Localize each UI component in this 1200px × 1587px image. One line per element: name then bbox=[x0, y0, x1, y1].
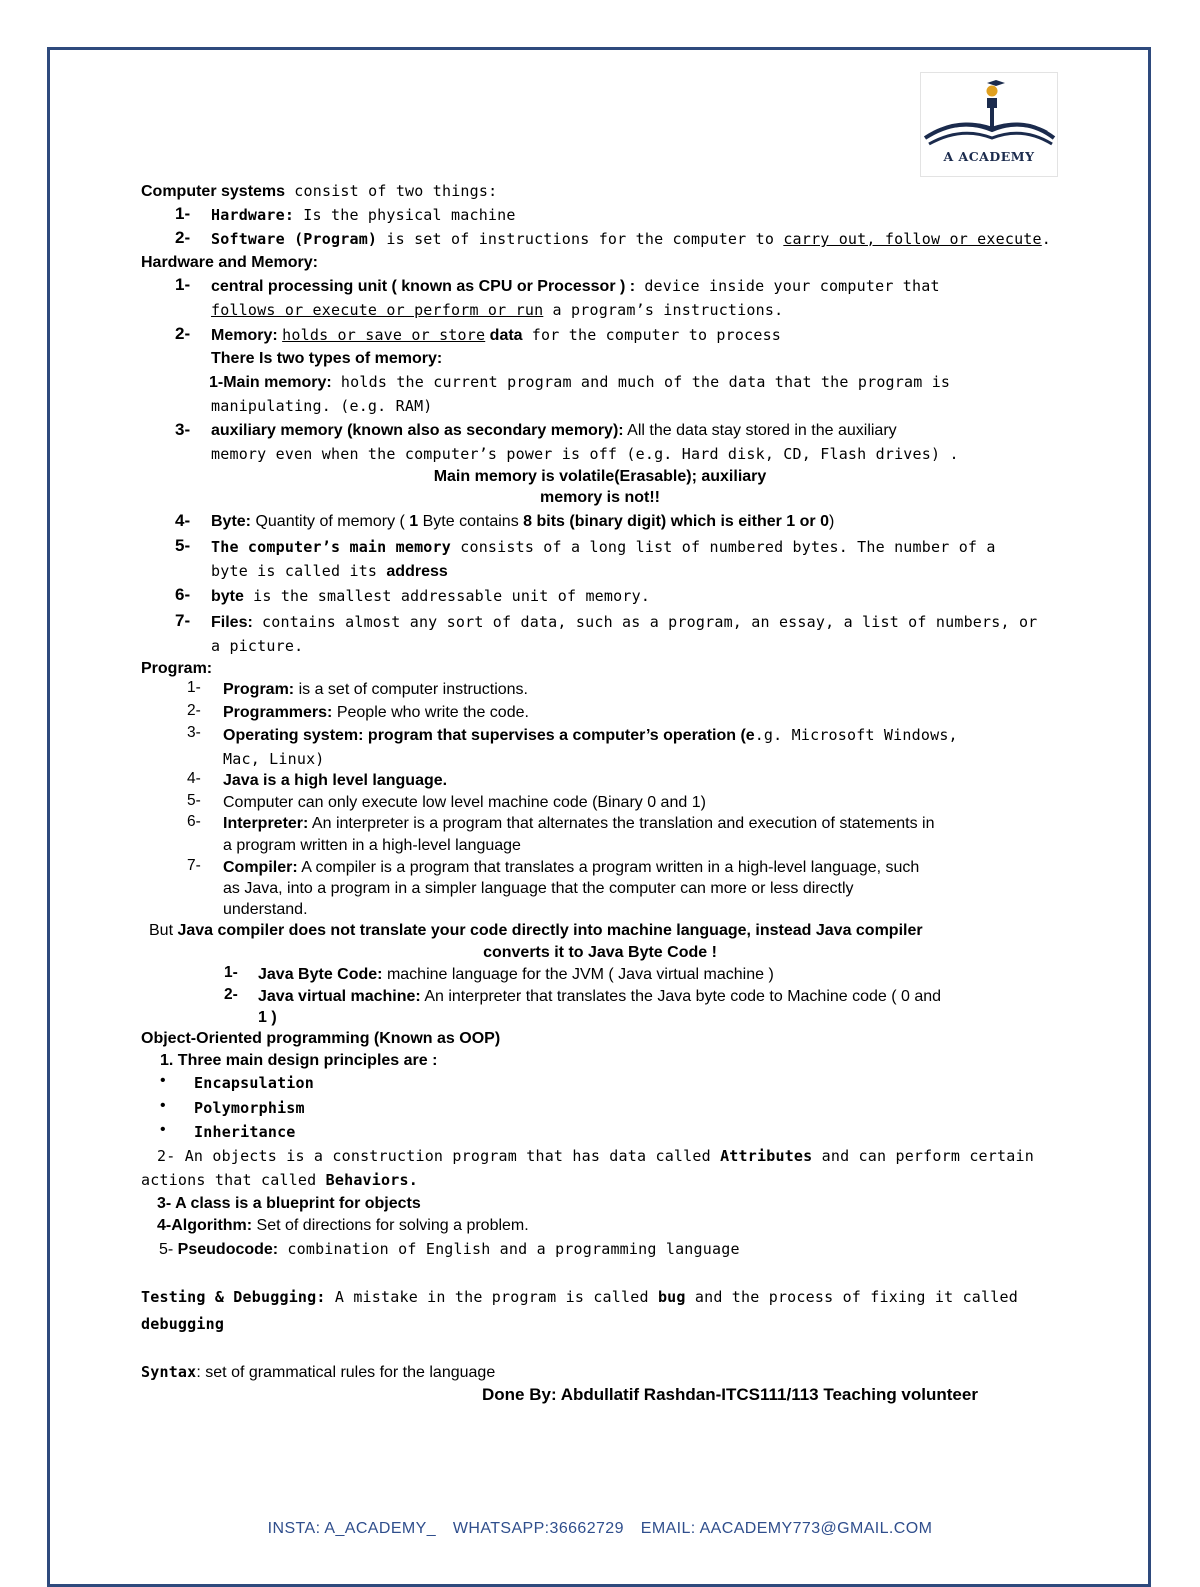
algorithm-text: Set of directions for solving a problem. bbox=[252, 1217, 529, 1234]
but-plain: But bbox=[149, 922, 178, 939]
program-item-label: Java is a high level language. bbox=[223, 772, 448, 789]
syntax-line bbox=[141, 1361, 495, 1384]
files-text: contains almost any sort of data, such as a program, an essay, a list of numbers, or bbox=[252, 613, 1038, 631]
syntax-label: Syntax bbox=[141, 1363, 197, 1381]
memory-num: 2- bbox=[175, 324, 191, 343]
testing-text: A mistake in the program is called bbox=[325, 1288, 658, 1306]
oop-pseudocode-line bbox=[159, 1238, 740, 1261]
main-bytes-line2-text: byte is called its bbox=[211, 562, 387, 580]
program-item-text: A compiler is a program that translates a program written in a high-level language, such bbox=[297, 859, 920, 876]
program-item-num: 2- bbox=[187, 702, 201, 719]
pseudo-text: combination of English and a programming language bbox=[278, 1240, 740, 1258]
cpu-text: device inside your computer that bbox=[635, 277, 940, 295]
pseudo-num: 5- bbox=[159, 1241, 178, 1258]
main-memory-text: holds the current program and much of the data that the program is bbox=[331, 373, 951, 391]
cpu-line2-rest: a program’s instructions. bbox=[543, 301, 784, 319]
main-memory-line bbox=[209, 371, 950, 394]
aux-text: All the data stay stored in the auxiliary bbox=[623, 422, 897, 439]
program-item-num: 7- bbox=[187, 857, 201, 874]
main-bytes-line bbox=[211, 536, 996, 559]
program-item-7 bbox=[223, 857, 919, 879]
byte-small-num: 6- bbox=[175, 585, 191, 604]
software-end: . bbox=[1041, 230, 1052, 248]
program-heading: Program: bbox=[141, 660, 213, 677]
memory-label: Memory: bbox=[211, 327, 278, 344]
program-item-label: Operating system: program that supervises a computer’s operation (e bbox=[223, 727, 755, 744]
cpu-line bbox=[211, 275, 940, 298]
aux-num: 3- bbox=[175, 420, 191, 439]
objects-line2-text: actions that called bbox=[141, 1171, 326, 1189]
aux-line2: memory even when the computer’s power is off (e.g. Hard disk, CD, Flash drives) . bbox=[211, 445, 959, 463]
program-item-4 bbox=[223, 770, 447, 792]
program-item-label: Program: bbox=[223, 681, 295, 698]
volatile-line1: Main memory is volatile(Erasable); auxiliary bbox=[433, 468, 767, 485]
oop-objects-line2 bbox=[141, 1169, 418, 1192]
bug-word: bug bbox=[657, 1288, 686, 1306]
program-item-text: is a set of computer instructions. bbox=[294, 681, 528, 698]
oop-class-line: 3- A class is a blueprint for objects bbox=[157, 1195, 421, 1212]
byte-text3: ) bbox=[828, 513, 835, 530]
aux-label: auxiliary memory (known also as secondary memory): bbox=[211, 422, 624, 439]
java-item-2 bbox=[258, 986, 941, 1008]
program-item-text: An interpreter is a program that alternates the translation and execution of statements in bbox=[308, 815, 935, 832]
oop-principles: 1. Three main design principles are : bbox=[160, 1052, 438, 1069]
program-item-label: Compiler: bbox=[223, 859, 298, 876]
program-item-num: 6- bbox=[187, 813, 201, 830]
oop-bullet-polymorphism: Polymorphism bbox=[194, 1099, 305, 1117]
program-item-1 bbox=[223, 679, 528, 701]
hardware-label: Hardware: bbox=[211, 206, 295, 224]
main-bytes-num: 5- bbox=[175, 536, 191, 555]
program-item-num: 1- bbox=[187, 679, 201, 696]
program-item-6 bbox=[223, 813, 935, 835]
footer-email[interactable]: EMAIL: AACADEMY773@GMAIL.COM bbox=[640, 1520, 933, 1537]
pseudo-label: Pseudocode: bbox=[177, 1241, 279, 1258]
java-item-text: An interpreter that translates the Java byte code to Machine code ( 0 and bbox=[420, 988, 942, 1005]
intro-item-num: 2- bbox=[175, 228, 191, 247]
attributes-word: Attributes bbox=[720, 1147, 813, 1165]
cpu-num: 1- bbox=[175, 275, 191, 294]
java-item-num: 1- bbox=[224, 964, 238, 981]
main-bytes-label: The computer’s main memory bbox=[211, 538, 451, 556]
testing-label: Testing & Debugging: bbox=[141, 1288, 326, 1306]
oop-objects-line bbox=[157, 1145, 1034, 1168]
algorithm-label: 4-Algorithm: bbox=[157, 1217, 253, 1234]
intro-item-num: 1- bbox=[175, 204, 191, 223]
memory-underlined: holds or save or store bbox=[282, 326, 486, 344]
java-item-1 bbox=[258, 964, 774, 986]
byte-label: Byte: bbox=[211, 513, 252, 530]
book-graduate-icon bbox=[921, 73, 1057, 153]
intro-lead: Computer systems bbox=[141, 183, 286, 200]
program-item-6-line2: a program written in a high-level language bbox=[223, 837, 521, 854]
syntax-text: : set of grammatical rules for the language bbox=[196, 1364, 496, 1381]
byte-small-text: is the smallest addressable unit of memory. bbox=[243, 587, 651, 605]
memory-types-heading: There Is two types of memory: bbox=[211, 350, 443, 367]
byte-text2: Byte contains bbox=[418, 513, 524, 530]
program-item-label: Programmers: bbox=[223, 704, 333, 721]
program-item-7-line3: understand. bbox=[223, 901, 308, 918]
byte-num: 4- bbox=[175, 511, 191, 530]
main-memory-label: 1-Main memory: bbox=[209, 374, 332, 391]
footer-insta[interactable]: INSTA: A_ACADEMY_ bbox=[267, 1520, 437, 1537]
memory-line bbox=[211, 324, 781, 347]
oop-bullet-encapsulation: Encapsulation bbox=[194, 1074, 314, 1092]
footer-whatsapp[interactable]: WHATSAPP:36662729 bbox=[452, 1520, 624, 1537]
logo-text: A ACADEMY bbox=[943, 149, 1035, 164]
bullet-glyph: • bbox=[160, 1097, 166, 1114]
java-compiler-note-line2: converts it to Java Byte Code ! bbox=[483, 944, 717, 961]
files-num: 7- bbox=[175, 611, 191, 630]
academy-logo bbox=[920, 72, 1058, 177]
memory-data: data bbox=[489, 327, 523, 344]
software-underlined: carry out, follow or execute bbox=[783, 230, 1042, 248]
java-compiler-note bbox=[149, 920, 923, 942]
cpu-underlined: follows or execute or perform or run bbox=[211, 301, 544, 319]
intro-rest: consist of two things: bbox=[285, 182, 498, 200]
hardware-heading: Hardware and Memory: bbox=[141, 254, 318, 271]
program-item-text: People who write the code. bbox=[332, 704, 529, 721]
byte-text: Quantity of memory ( bbox=[251, 513, 410, 530]
program-item-2 bbox=[223, 702, 529, 724]
program-item-num: 5- bbox=[187, 792, 201, 809]
but-bold: Java compiler does not translate your code directly into machine language, instead Java compiler bbox=[177, 922, 923, 939]
cpu-line2 bbox=[211, 299, 783, 322]
volatile-line2: memory is not!! bbox=[539, 489, 660, 506]
program-item-text: Computer can only execute low level machine code (Binary 0 and 1) bbox=[223, 794, 706, 811]
files-label: Files: bbox=[211, 614, 253, 631]
files-line2: a picture. bbox=[211, 637, 304, 655]
bullet-glyph: • bbox=[160, 1121, 166, 1138]
program-item-5 bbox=[223, 792, 706, 814]
byte-small-label: byte bbox=[211, 588, 244, 605]
program-item-label: Interpreter: bbox=[223, 815, 309, 832]
memory-text: for the computer to process bbox=[522, 326, 782, 344]
objects-text: 2- An objects is a construction program that has data called bbox=[157, 1147, 721, 1165]
intro-line bbox=[141, 180, 497, 203]
program-item-num: 3- bbox=[187, 724, 201, 741]
files-line bbox=[211, 611, 1037, 634]
program-item-7-line2: as Java, into a program in a simpler language that the computer can more or less directly bbox=[223, 880, 854, 897]
java-item-text: machine language for the JVM ( Java virtual machine ) bbox=[382, 966, 774, 983]
aux-line bbox=[211, 420, 897, 442]
main-bytes-text: consists of a long list of numbered bytes. The number of a bbox=[451, 538, 996, 556]
testing-text2: and the process of fixing it called bbox=[685, 1288, 1018, 1306]
cpu-label: central processing unit ( known as CPU or Processor ) : bbox=[211, 278, 636, 295]
byte-one: 1 bbox=[409, 513, 419, 530]
intro-item-hardware bbox=[211, 204, 516, 227]
software-label: Software (Program) bbox=[211, 230, 378, 248]
java-item-num: 2- bbox=[224, 986, 238, 1003]
main-bytes-line2 bbox=[211, 560, 448, 583]
bullet-glyph: • bbox=[160, 1072, 166, 1089]
objects-text2: and can perform certain bbox=[812, 1147, 1034, 1165]
hardware-text: Is the physical machine bbox=[294, 206, 516, 224]
byte-line bbox=[211, 511, 834, 533]
testing-line bbox=[141, 1286, 1018, 1309]
done-by: Done By: Abdullatif Rashdan-ITCS111/113 Teaching volunteer bbox=[482, 1385, 978, 1404]
main-memory-line2: manipulating. (e.g. RAM) bbox=[211, 397, 433, 415]
oop-bullet-inheritance: Inheritance bbox=[194, 1123, 296, 1141]
program-item-num: 4- bbox=[187, 770, 201, 787]
testing-line2: debugging bbox=[141, 1315, 225, 1333]
program-item-text: .g. Microsoft Windows, bbox=[754, 726, 958, 744]
java-item-2-line2: 1 ) bbox=[258, 1009, 277, 1026]
address-word: address bbox=[386, 563, 448, 580]
behaviors-word: Behaviors. bbox=[325, 1171, 418, 1189]
byte-small-line bbox=[211, 585, 650, 608]
software-text: is set of instructions for the computer to bbox=[377, 230, 784, 248]
intro-item-software bbox=[211, 228, 1051, 251]
footer-contacts bbox=[0, 1520, 1200, 1538]
oop-heading: Object-Oriented programming (Known as OOP) bbox=[141, 1030, 501, 1047]
program-item-3-line2: Mac, Linux) bbox=[223, 750, 325, 768]
java-item-label: Java virtual machine: bbox=[258, 988, 421, 1005]
byte-bits: 8 bits (binary digit) which is either 1 or 0 bbox=[523, 513, 829, 530]
program-item-3 bbox=[223, 724, 958, 747]
java-item-label: Java Byte Code: bbox=[258, 966, 383, 983]
oop-algorithm-line bbox=[157, 1215, 529, 1237]
